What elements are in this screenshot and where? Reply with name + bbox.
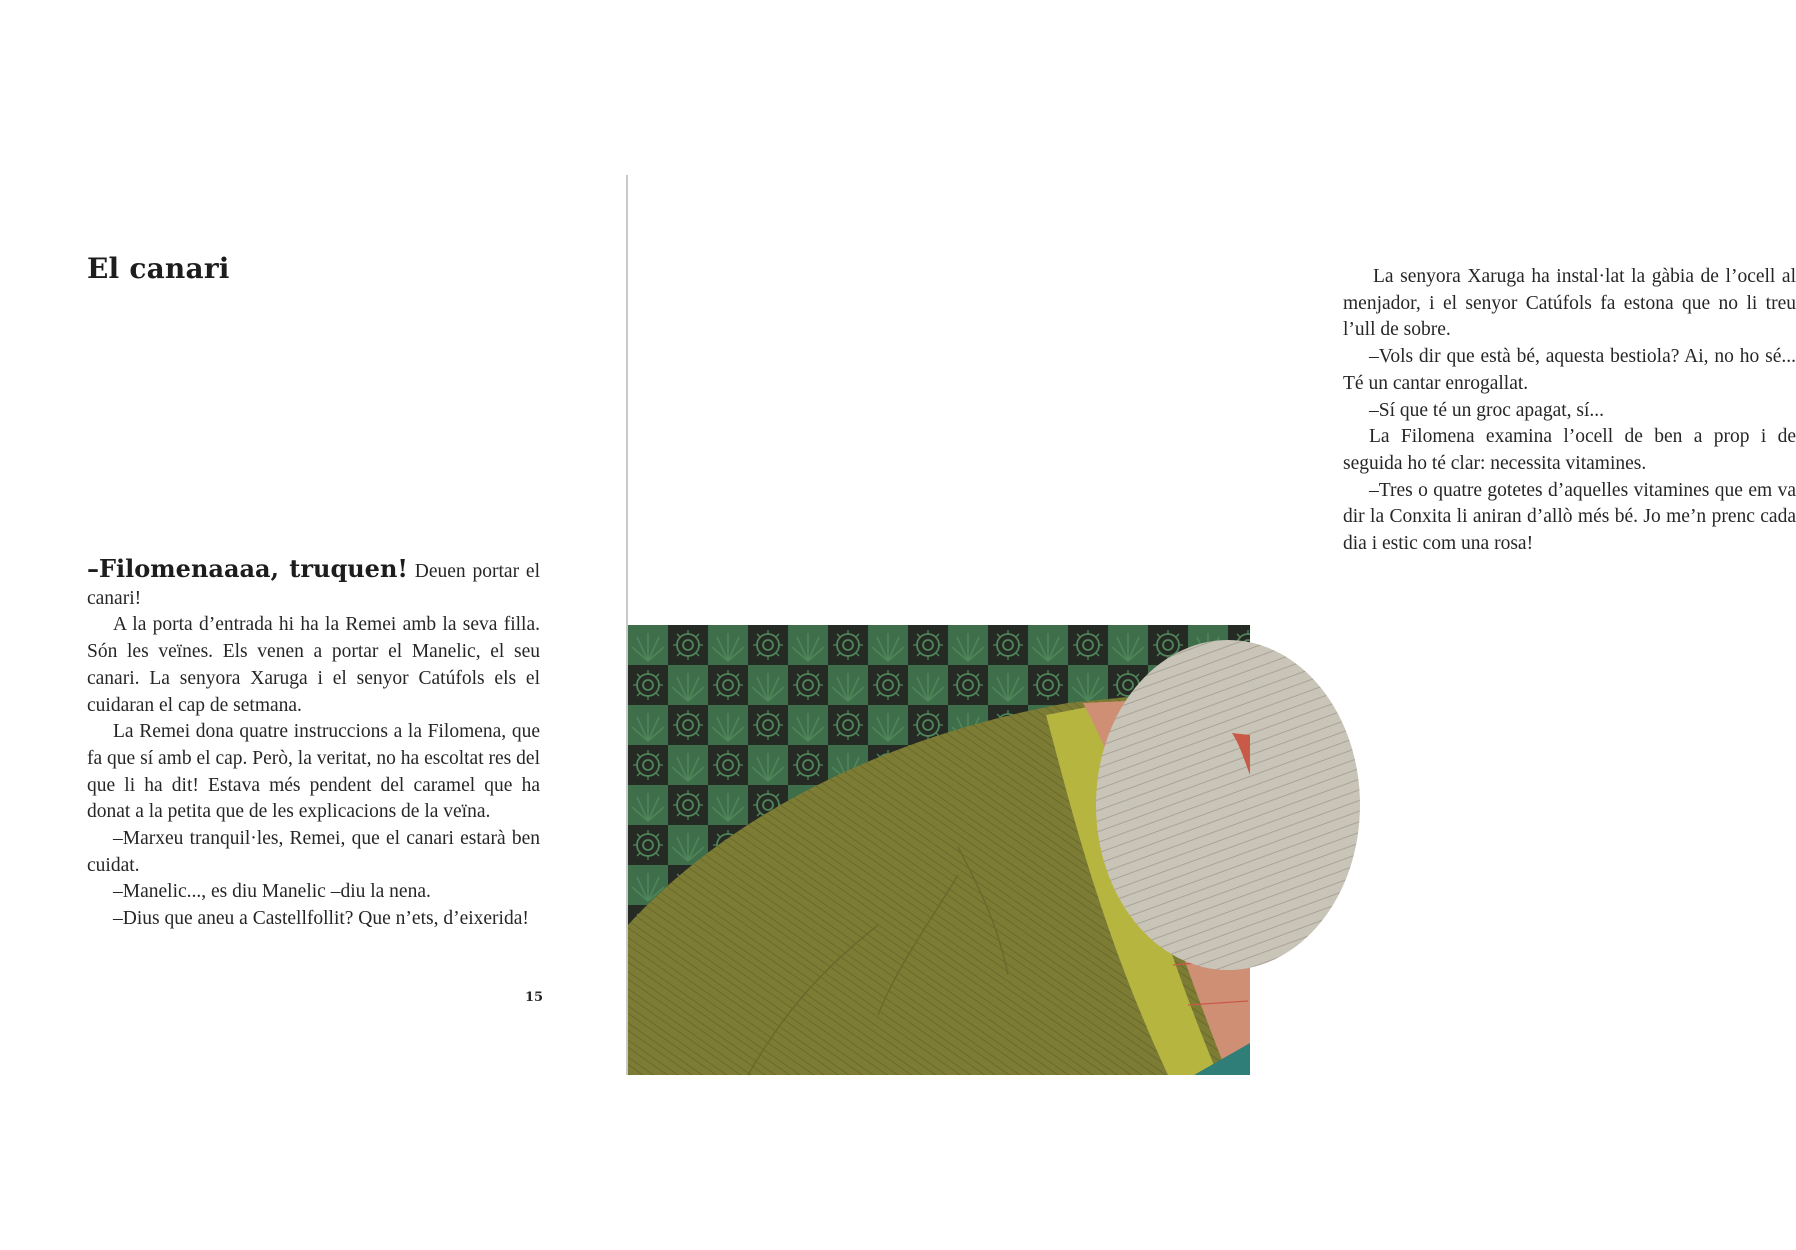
opening-paragraph: [87, 556, 540, 612]
illustration: [628, 625, 1250, 1075]
paragraph: –Vols dir que està bé, aquesta bestiola? Ai, no ho sé... Té un cantar enrogallat.: [1343, 346, 1796, 394]
page-number: 15: [525, 990, 544, 1005]
left-page-text: [87, 556, 540, 933]
left-page: [0, 0, 626, 1250]
paragraph: La Remei dona quatre instruccions a la Filomena, que fa que sí amb el cap. Però, la veritat, no ha escoltat res del que li ha dit! Estava més pendent del caramel que ha donat a la petita que de les explicacions de la veïna.: [87, 721, 540, 823]
lead-exclamation: –Filomenaaaa, truquen!: [87, 554, 408, 583]
paragraph: –Manelic..., es diu Manelic –diu la nena.: [113, 881, 431, 903]
paragraph: –Tres o quatre gotetes d’aquelles vitamines que em va dir la Conxita li aniran d’allò més bé. Jo me’n prenc cada dia i estic com una rosa!: [1343, 479, 1796, 555]
illustration-svg: [628, 625, 1250, 1075]
paragraph: –Sí que té un groc apagat, sí...: [1369, 399, 1605, 421]
paragraph: –Dius que aneu a Castellfollit? Que n’ets, d’eixerida!: [113, 908, 529, 930]
paragraph: La senyora Xaruga ha instal·lat la gàbia de l’ocell al menjador, i el senyor Catúfols fa estona que no li treu l’ull de sobre.: [1343, 266, 1796, 341]
right-page: [628, 0, 1796, 1250]
paragraph: A la porta d’entrada hi ha la Remei amb la seva filla. Són les veïnes. Els venen a portar el Manelic, el seu canari. La senyora Xaruga i el senyor Catúfols els el cuidaran el cap de setmana.: [87, 614, 540, 716]
chapter-title: El canari: [87, 252, 230, 285]
lead-rest: Deuen portar el canari!: [87, 561, 540, 609]
paragraph: –Marxeu tranquil·les, Remei, que el canari estarà ben cuidat.: [87, 828, 540, 876]
grey-hair: [1096, 640, 1360, 970]
right-page-text: [1343, 264, 1796, 558]
paragraph: La Filomena examina l’ocell de ben a prop i de seguida ho té clar: necessita vitamines.: [1343, 426, 1796, 474]
